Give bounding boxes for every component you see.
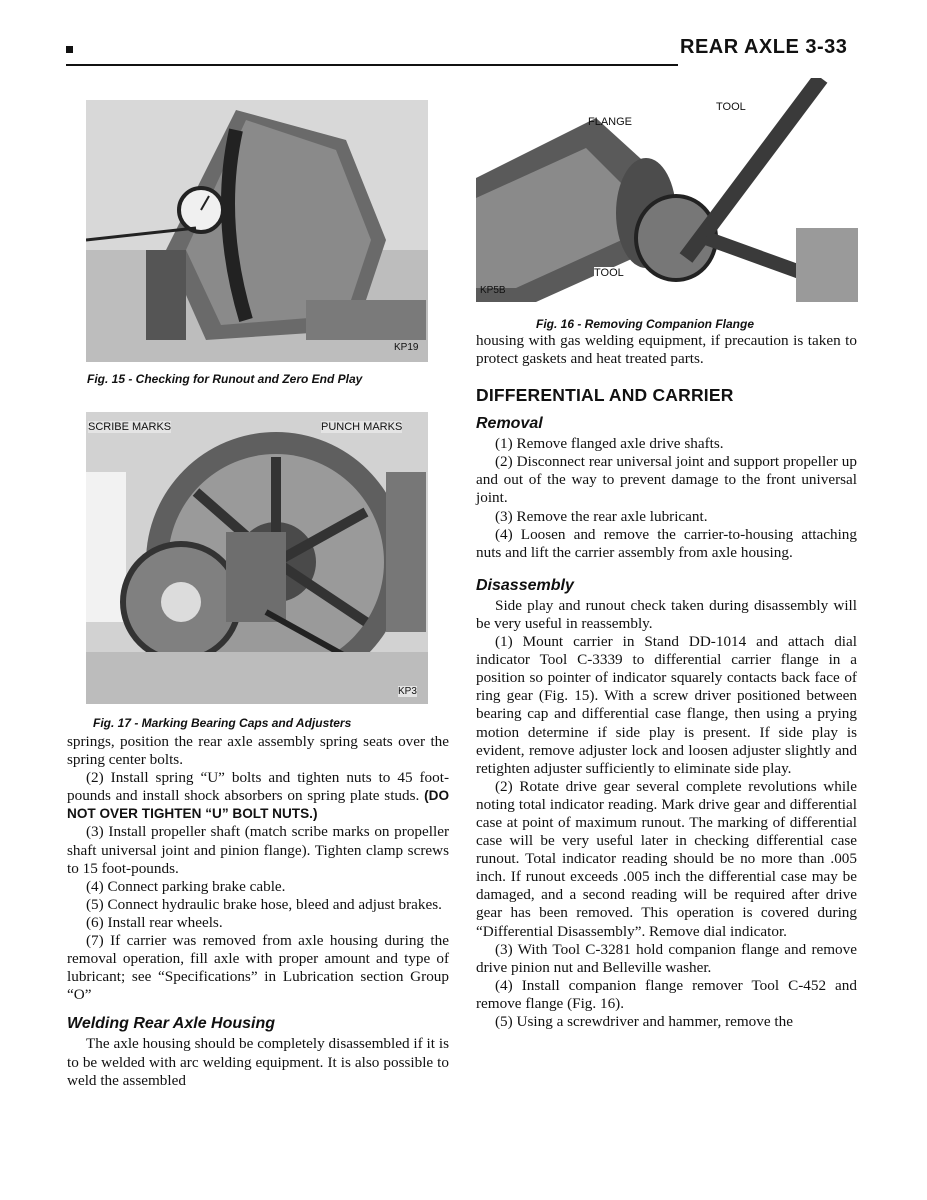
disassembly-step-1: (1) Mount carrier in Stand DD-1014 and attach dial indicator Tool C-3339 to differential carrier flange in a position so pointer of indicator squarely contacts back face of ring gear (Fig. 15). With a screw driver positioned between bearing cap and differential case flange, then using a prying motion determine if side play is present. If side play is evident, remove adjuster lock and loosen adjuster slightly and retighten adjuster sufficiently to eliminate side play. — [476, 633, 857, 777]
left-paragraph-6: (6) Install rear wheels. — [86, 913, 223, 931]
fig15-caption: Fig. 15 - Checking for Runout and Zero End Play — [87, 372, 363, 386]
removal-step-2: (2) Disconnect rear universal joint and support propeller up and out of the way to prevent damage to the front universal joint. — [476, 453, 857, 507]
right-column — [476, 332, 857, 1031]
removal-step-3: (3) Remove the rear axle lubricant. — [495, 507, 708, 525]
fig16-callout-tool-top: TOOL — [716, 101, 746, 113]
fig17-caption: Fig. 17 - Marking Bearing Caps and Adjusters — [93, 716, 352, 730]
fig16-callout-tool-bottom: TOOL — [594, 267, 624, 279]
removal-step-1: (1) Remove flanged axle drive shafts. — [495, 435, 724, 453]
left-paragraph-2-text: (2) Install spring “U” bolts and tighten nuts to 45 foot-pounds and install shock absorbers on spring plate studs. — [67, 769, 449, 805]
left-paragraph-4: (4) Connect parking brake cable. — [86, 877, 286, 895]
fig17-code: KP3 — [398, 686, 417, 697]
disassembly-step-3: (3) With Tool C-3281 hold companion flange and remove drive pinion nut and Belleville washer. — [476, 940, 857, 976]
left-paragraph-7: (7) If carrier was removed from axle housing during the removal operation, fill axle with proper amount and type of lubricant; see “Specifications” in Lubrication section Group “O” — [67, 932, 449, 1004]
disassembly-step-4: (4) Install companion flange remover Tool C-452 and remove flange (Fig. 16). — [476, 976, 857, 1012]
fig16-code: KP5B — [480, 285, 506, 296]
welding-paragraph: The axle housing should be completely disassembled if it is to be welded with arc welding equipment. It is also possible to weld the assembled — [67, 1035, 449, 1089]
fig16-caption: Fig. 16 - Removing Companion Flange — [536, 317, 755, 331]
removal-step-4: (4) Loosen and remove the carrier-to-housing attaching nuts and lift the carrier assembly from axle housing. — [476, 525, 857, 561]
section-heading: DIFFERENTIAL AND CARRIER — [476, 385, 734, 406]
removal-heading: Removal — [476, 415, 543, 433]
fig17-callout-punch-marks: PUNCH MARKS — [321, 421, 403, 433]
fig15-photo — [86, 100, 428, 362]
right-continuation: housing with gas welding equipment, if precaution is taken to protect gaskets and heat treated parts. — [476, 332, 857, 368]
left-paragraph-2-warning: (DO NOT OVER TIGHTEN “U” BOLT NUTS.) — [67, 788, 450, 822]
left-paragraph-5: (5) Connect hydraulic brake hose, bleed and adjust brakes. — [86, 895, 442, 913]
left-paragraph-3: (3) Install propeller shaft (match scribe marks on propeller shaft universal joint and pinion flange). Tighten clamp screws to 15 foot-pounds. — [67, 823, 449, 877]
left-paragraph-1: springs, position the rear axle assembly spring seats over the spring center bolts. — [67, 733, 449, 769]
disassembly-step-5: (5) Using a screwdriver and hammer, remove the — [495, 1013, 793, 1030]
disassembly-intro: Side play and runout check taken during disassembly will be very useful in reassembly. — [476, 596, 857, 632]
header-rule — [66, 64, 678, 66]
left-column — [67, 733, 449, 1090]
fig16-photo — [476, 78, 858, 302]
left-paragraph-2 — [67, 769, 449, 823]
fig17-photo — [86, 412, 428, 704]
fig16-callout-flange: FLANGE — [588, 116, 633, 128]
header-bullet — [66, 46, 73, 53]
fig17-callout-scribe-marks: SCRIBE MARKS — [88, 421, 172, 433]
page-header-title: REAR AXLE 3-33 — [680, 36, 848, 58]
fig15-code: KP19 — [394, 342, 419, 353]
disassembly-heading: Disassembly — [476, 576, 574, 594]
disassembly-step-2: (2) Rotate drive gear several complete revolutions while noting total indicator reading. Mark drive gear and differential case at point of maximum runout. The marking of differential case will be very useful later in checking differential case runout. Total indicator reading should be no more than .005 inch. If runout exceeds .005 inch the differential case may be damaged, and a second reading will be required after drive gear has been removed. This operation is covered during “Differential Disassembly”. Remove dial indicator. — [476, 777, 857, 940]
welding-heading: Welding Rear Axle Housing — [67, 1015, 276, 1033]
